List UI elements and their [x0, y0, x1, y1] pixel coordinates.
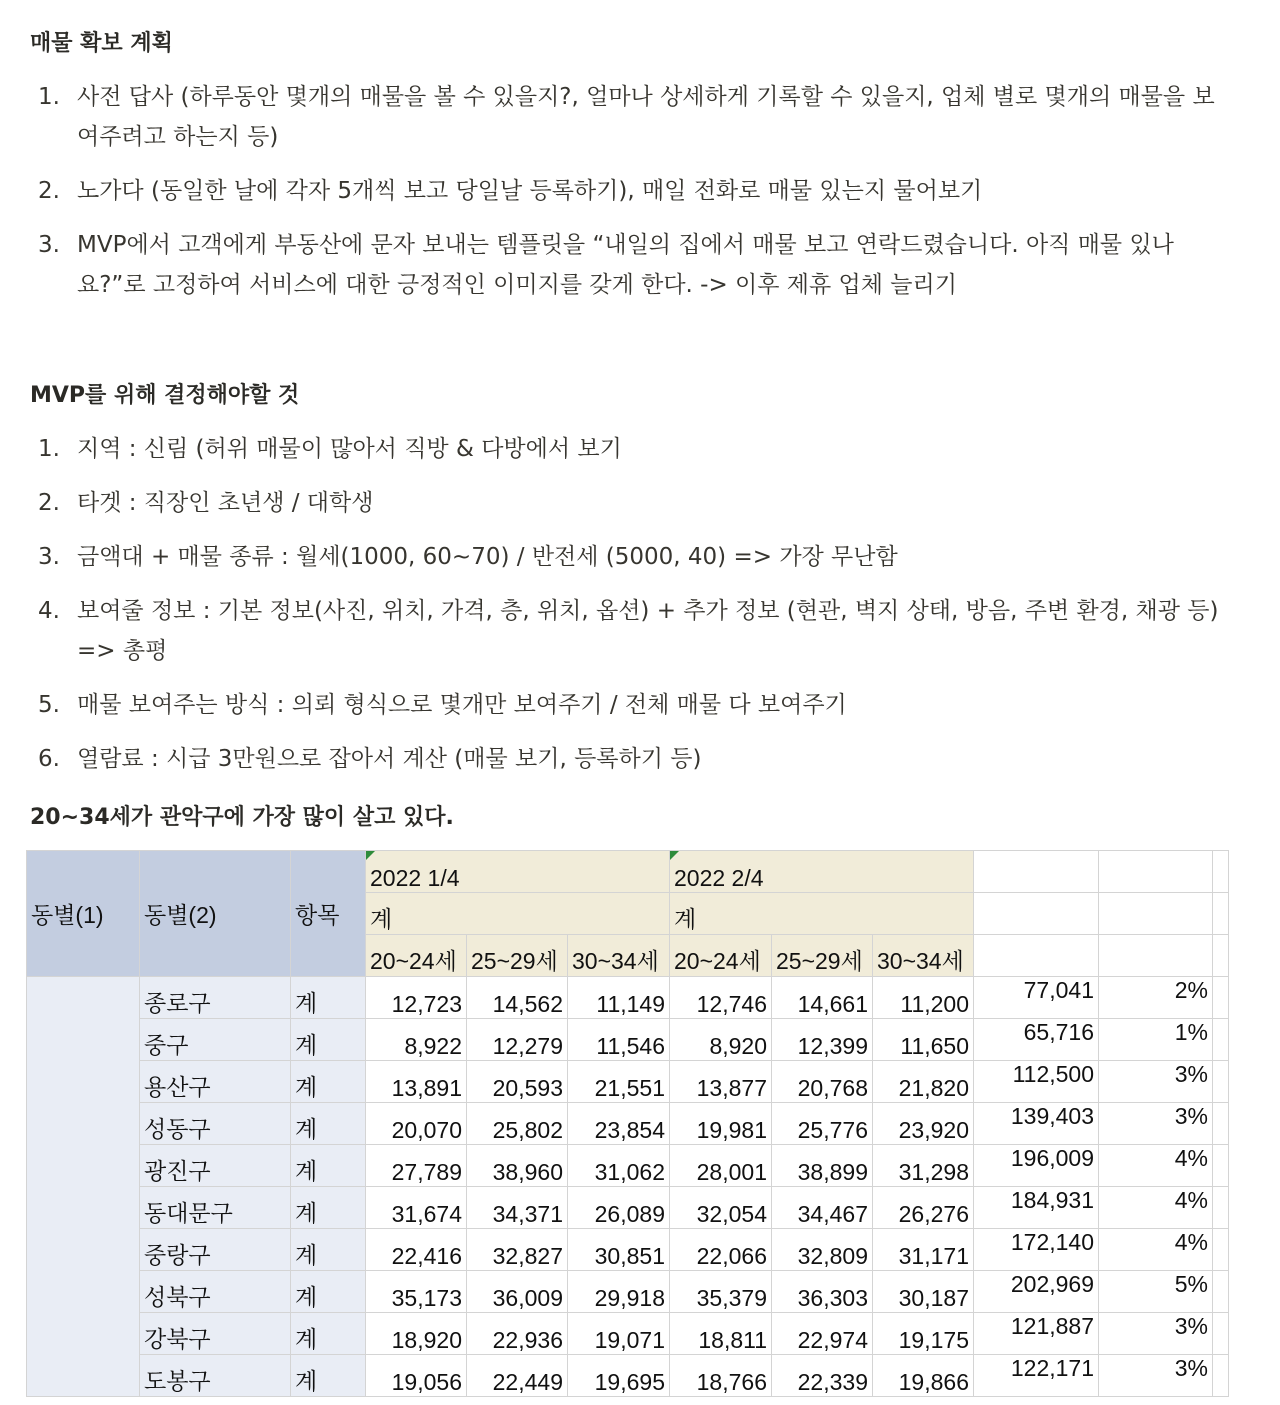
percent-cell: 3%: [1099, 1313, 1213, 1355]
item-cell: 계: [291, 1061, 366, 1103]
empty-cell: [1213, 1145, 1229, 1187]
empty-cell: [974, 893, 1099, 935]
header-item: 항목: [291, 851, 366, 977]
value-cell: 12,399: [772, 1019, 873, 1061]
header-age-group: 25~29세: [772, 935, 873, 977]
section-title-mvp-decisions: MVP를 위해 결정해야할 것: [30, 383, 300, 408]
value-cell: 18,811: [670, 1313, 772, 1355]
table-row: [27, 1355, 1229, 1397]
value-cell: 22,974: [772, 1313, 873, 1355]
value-cell: 18,920: [366, 1313, 467, 1355]
empty-cell: [1213, 1271, 1229, 1313]
value-cell: 36,303: [772, 1271, 873, 1313]
percent-cell: 5%: [1099, 1271, 1213, 1313]
value-cell: 20,070: [366, 1103, 467, 1145]
table-row: [27, 977, 1229, 1019]
value-cell: 20,593: [467, 1061, 568, 1103]
list-item: [0, 739, 1280, 779]
sum-cell: 122,171: [974, 1355, 1099, 1397]
value-cell: 19,981: [670, 1103, 772, 1145]
district-name-cell: 도봉구: [140, 1355, 291, 1397]
value-cell: 30,851: [568, 1229, 670, 1271]
list-item: [0, 429, 1280, 469]
item-cell: 계: [291, 1019, 366, 1061]
percent-cell: 3%: [1099, 1061, 1213, 1103]
section-title-age-insight: 20~34세가 관악구에 가장 많이 살고 있다.: [30, 805, 454, 830]
table-row: [27, 1103, 1229, 1145]
list-item: [0, 77, 1280, 157]
section-title-listing-plan: 매물 확보 계획: [30, 31, 173, 56]
list-number: 1.: [38, 84, 60, 110]
list-number: 5.: [38, 692, 60, 718]
value-cell: 38,899: [772, 1145, 873, 1187]
table-row: [27, 1145, 1229, 1187]
header-district-1: 동별(1): [27, 851, 140, 977]
value-cell: 12,279: [467, 1019, 568, 1061]
value-cell: 21,820: [873, 1061, 974, 1103]
value-cell: 28,001: [670, 1145, 772, 1187]
value-cell: 19,866: [873, 1355, 974, 1397]
district-name-cell: 중랑구: [140, 1229, 291, 1271]
header-age-group: 30~34세: [873, 935, 974, 977]
header-total-2: 계: [670, 893, 974, 935]
value-cell: 19,175: [873, 1313, 974, 1355]
list-number: 1.: [38, 436, 60, 462]
value-cell: 35,173: [366, 1271, 467, 1313]
empty-cell: [1213, 1061, 1229, 1103]
sum-cell: 172,140: [974, 1229, 1099, 1271]
value-cell: 31,674: [366, 1187, 467, 1229]
district-group-cell: [27, 977, 140, 1397]
header-total-1: 계: [366, 893, 670, 935]
value-cell: 32,809: [772, 1229, 873, 1271]
list-number: 2.: [38, 178, 60, 204]
list-item-text: 사전 답사 (하루동안 몇개의 매물을 볼 수 있을지?, 얼마나 상세하게 기록할 수 있을지, 업체 별로 몇개의 매물을 보여주려고 하는지 등): [77, 84, 1215, 150]
value-cell: 34,467: [772, 1187, 873, 1229]
empty-cell: [1213, 1355, 1229, 1397]
value-cell: 32,827: [467, 1229, 568, 1271]
value-cell: 11,546: [568, 1019, 670, 1061]
value-cell: 19,056: [366, 1355, 467, 1397]
list-item-text: 노가다 (동일한 날에 각자 5개씩 보고 당일날 등록하기), 매일 전화로 매물 있는지 물어보기: [77, 178, 983, 204]
value-cell: 22,066: [670, 1229, 772, 1271]
empty-cell: [1213, 1103, 1229, 1145]
table-row: [27, 1061, 1229, 1103]
district-name-cell: 강북구: [140, 1313, 291, 1355]
item-cell: 계: [291, 1313, 366, 1355]
empty-cell: [1213, 1313, 1229, 1355]
sum-cell: 196,009: [974, 1145, 1099, 1187]
empty-cell: [1099, 851, 1213, 893]
empty-cell: [974, 935, 1099, 977]
value-cell: 23,920: [873, 1103, 974, 1145]
value-cell: 31,062: [568, 1145, 670, 1187]
value-cell: 14,562: [467, 977, 568, 1019]
value-cell: 34,371: [467, 1187, 568, 1229]
empty-cell: [1213, 1187, 1229, 1229]
header-district-2: 동별(2): [140, 851, 291, 977]
empty-cell: [1213, 1019, 1229, 1061]
value-cell: 26,089: [568, 1187, 670, 1229]
sum-cell: 202,969: [974, 1271, 1099, 1313]
value-cell: 19,071: [568, 1313, 670, 1355]
list-item-text: 열람료 : 시급 3만원으로 잡아서 계산 (매물 보기, 등록하기 등): [77, 746, 702, 772]
value-cell: 19,695: [568, 1355, 670, 1397]
value-cell: 36,009: [467, 1271, 568, 1313]
table-row: [27, 1271, 1229, 1313]
list-item: [0, 685, 1280, 725]
sum-cell: 121,887: [974, 1313, 1099, 1355]
district-name-cell: 동대문구: [140, 1187, 291, 1229]
percent-cell: 4%: [1099, 1145, 1213, 1187]
percent-cell: 4%: [1099, 1187, 1213, 1229]
list-item-text: 타겟 : 직장인 초년생 / 대학생: [77, 490, 374, 516]
value-cell: 13,877: [670, 1061, 772, 1103]
header-age-group: 20~24세: [366, 935, 467, 977]
value-cell: 22,339: [772, 1355, 873, 1397]
empty-cell: [1213, 893, 1229, 935]
district-name-cell: 종로구: [140, 977, 291, 1019]
table-row: [27, 1019, 1229, 1061]
value-cell: 23,854: [568, 1103, 670, 1145]
listing-plan-list: [0, 77, 1280, 305]
percent-cell: 3%: [1099, 1355, 1213, 1397]
item-cell: 계: [291, 1145, 366, 1187]
value-cell: 20,768: [772, 1061, 873, 1103]
empty-cell: [974, 851, 1099, 893]
list-number: 3.: [38, 544, 60, 570]
sum-cell: 184,931: [974, 1187, 1099, 1229]
value-cell: 11,200: [873, 977, 974, 1019]
list-item: [0, 225, 1280, 305]
value-cell: 11,149: [568, 977, 670, 1019]
value-cell: 25,776: [772, 1103, 873, 1145]
value-cell: 31,298: [873, 1145, 974, 1187]
value-cell: 25,802: [467, 1103, 568, 1145]
district-name-cell: 광진구: [140, 1145, 291, 1187]
spreadsheet-screenshot: [26, 850, 1229, 1397]
list-item: [0, 591, 1280, 671]
item-cell: 계: [291, 1355, 366, 1397]
percent-cell: 3%: [1099, 1103, 1213, 1145]
table-row: [27, 1229, 1229, 1271]
empty-cell: [1213, 1229, 1229, 1271]
district-name-cell: 중구: [140, 1019, 291, 1061]
empty-cell: [1213, 977, 1229, 1019]
list-item: [0, 483, 1280, 523]
item-cell: 계: [291, 1187, 366, 1229]
district-name-cell: 성북구: [140, 1271, 291, 1313]
empty-cell: [1099, 893, 1213, 935]
value-cell: 32,054: [670, 1187, 772, 1229]
item-cell: 계: [291, 1271, 366, 1313]
empty-cell: [1213, 935, 1229, 977]
list-item-text: 보여줄 정보 : 기본 정보(사진, 위치, 가격, 층, 위치, 옵션) + 추가 정보 (현관, 벽지 상태, 방음, 주변 환경, 채광 등) => 총평: [77, 598, 1219, 664]
percent-cell: 2%: [1099, 977, 1213, 1019]
value-cell: 14,661: [772, 977, 873, 1019]
list-number: 4.: [38, 598, 60, 624]
item-cell: 계: [291, 977, 366, 1019]
header-age-group: 20~24세: [670, 935, 772, 977]
list-item-text: MVP에서 고객에게 부동산에 문자 보내는 템플릿을 “내일의 집에서 매물 보고 연락드렸습니다. 아직 매물 있나요?”로 고정하여 서비스에 대한 긍정적인 이미지를 갖게 한다. -> 이후 제휴 업체 늘리기: [77, 232, 1174, 298]
list-number: 2.: [38, 490, 60, 516]
item-cell: 계: [291, 1229, 366, 1271]
header-period-2: 2022 2/4: [670, 851, 974, 893]
list-number: 3.: [38, 232, 60, 258]
district-name-cell: 성동구: [140, 1103, 291, 1145]
value-cell: 27,789: [366, 1145, 467, 1187]
header-age-group: 25~29세: [467, 935, 568, 977]
value-cell: 30,187: [873, 1271, 974, 1313]
header-age-group: 30~34세: [568, 935, 670, 977]
value-cell: 38,960: [467, 1145, 568, 1187]
percent-cell: 4%: [1099, 1229, 1213, 1271]
population-table: [26, 850, 1229, 1397]
value-cell: 35,379: [670, 1271, 772, 1313]
value-cell: 18,766: [670, 1355, 772, 1397]
sum-cell: 139,403: [974, 1103, 1099, 1145]
sum-cell: 77,041: [974, 977, 1099, 1019]
value-cell: 11,650: [873, 1019, 974, 1061]
empty-cell: [1213, 851, 1229, 893]
list-item-text: 금액대 + 매물 종류 : 월세(1000, 60~70) / 반전세 (5000, 40) => 가장 무난함: [77, 544, 898, 570]
value-cell: 13,891: [366, 1061, 467, 1103]
table-row: [27, 1313, 1229, 1355]
percent-cell: 1%: [1099, 1019, 1213, 1061]
value-cell: 31,171: [873, 1229, 974, 1271]
header-period-1: 2022 1/4: [366, 851, 670, 893]
value-cell: 12,723: [366, 977, 467, 1019]
table-row: [27, 1187, 1229, 1229]
mvp-decisions-list: [0, 429, 1280, 779]
item-cell: 계: [291, 1103, 366, 1145]
district-name-cell: 용산구: [140, 1061, 291, 1103]
value-cell: 26,276: [873, 1187, 974, 1229]
sum-cell: 112,500: [974, 1061, 1099, 1103]
list-item: [0, 537, 1280, 577]
value-cell: 29,918: [568, 1271, 670, 1313]
list-item: [0, 171, 1280, 211]
value-cell: 22,449: [467, 1355, 568, 1397]
list-item-text: 매물 보여주는 방식 : 의뢰 형식으로 몇개만 보여주기 / 전체 매물 다 보여주기: [77, 692, 847, 718]
value-cell: 21,551: [568, 1061, 670, 1103]
value-cell: 22,416: [366, 1229, 467, 1271]
value-cell: 12,746: [670, 977, 772, 1019]
sum-cell: 65,716: [974, 1019, 1099, 1061]
list-item-text: 지역 : 신림 (허위 매물이 많아서 직방 & 다방에서 보기: [77, 436, 622, 462]
list-number: 6.: [38, 746, 60, 772]
value-cell: 22,936: [467, 1313, 568, 1355]
value-cell: 8,920: [670, 1019, 772, 1061]
value-cell: 8,922: [366, 1019, 467, 1061]
empty-cell: [1099, 935, 1213, 977]
